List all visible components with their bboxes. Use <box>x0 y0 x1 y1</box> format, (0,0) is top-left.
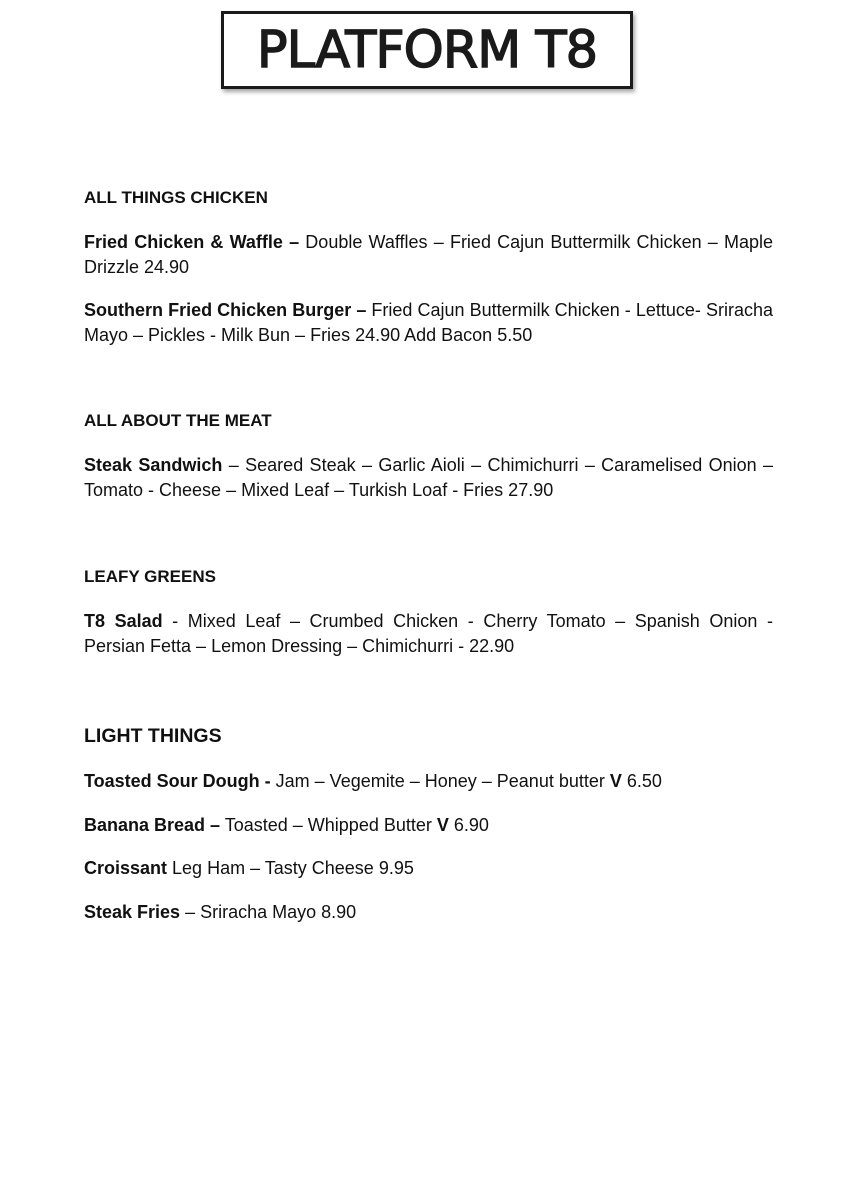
logo <box>221 11 633 89</box>
menu-item-name: Steak Sandwich <box>84 455 223 475</box>
menu-item-description: Toasted – Whipped Butter <box>220 815 437 835</box>
menu-item-price: 6.90 <box>448 815 489 835</box>
menu-item-name: Toasted Sour Dough - <box>84 771 271 791</box>
menu-item-t8-salad <box>84 609 773 658</box>
menu-item-toasted-sour-dough <box>84 769 773 794</box>
vegetarian-marker: V <box>609 771 622 791</box>
logo-text: PLATFORM T8 <box>256 20 598 80</box>
menu-item-fried-chicken-waffle <box>84 230 773 279</box>
menu-item-steak-fries <box>84 900 773 925</box>
menu-item-croissant <box>84 856 773 881</box>
menu-item-steak-sandwich <box>84 453 773 502</box>
menu-item-name: Southern Fried Chicken Burger – <box>84 300 367 320</box>
menu-item-name: Croissant <box>84 858 168 878</box>
menu-item-description: – Seared Steak – Garlic Aioli – Chimichurri – Caramelised Onion – Tomato - Cheese – Mixed Leaf – Turkish Loaf - Fries 27.90 <box>84 455 773 500</box>
menu-item-description: Jam – Vegemite – Honey – Peanut butter <box>270 771 610 791</box>
menu-item-banana-bread <box>84 813 773 838</box>
section-heading-meat: ALL ABOUT THE MEAT <box>84 411 272 430</box>
vegetarian-marker: V <box>436 815 449 835</box>
menu-item-description: – Sriracha Mayo 8.90 <box>180 902 357 922</box>
menu-item-price: 6.50 <box>621 771 662 791</box>
section-heading-greens: LEAFY GREENS <box>84 567 216 586</box>
menu-item-description: - Mixed Leaf – Crumbed Chicken - Cherry Tomato – Spanish Onion - Persian Fetta – Lemon Dressing – Chimichurri - 22.90 <box>84 611 773 656</box>
section-heading-light: LIGHT THINGS <box>84 725 222 747</box>
menu-item-southern-fried-chicken-burger <box>84 298 773 347</box>
menu-item-name: T8 Salad <box>84 611 163 631</box>
section-heading-chicken: ALL THINGS CHICKEN <box>84 188 268 207</box>
menu-item-description: Fried Cajun Buttermilk Chicken - Lettuce- Sriracha Mayo – Pickles - Milk Bun – Fries 24.90 Add Bacon 5.50 <box>84 300 773 345</box>
menu-item-description: Leg Ham – Tasty Cheese 9.95 <box>167 858 414 878</box>
menu-item-description: Double Waffles – Fried Cajun Buttermilk Chicken – Maple Drizzle 24.90 <box>84 232 774 277</box>
menu-item-name: Banana Bread – <box>84 815 221 835</box>
menu-item-name: Fried Chicken & Waffle – <box>84 232 300 252</box>
menu-item-name: Steak Fries <box>84 902 181 922</box>
